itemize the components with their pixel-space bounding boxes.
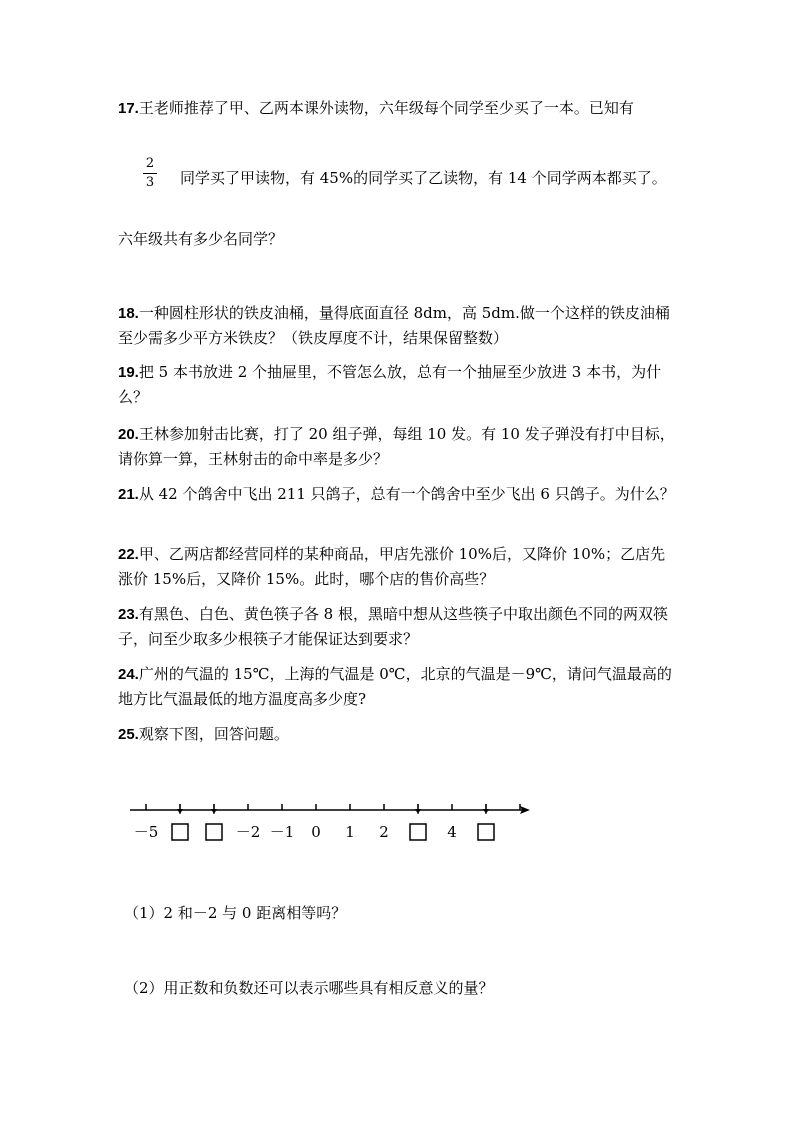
question-number: 18. [118, 305, 139, 322]
question-number: 21. [118, 486, 139, 503]
question-24 [118, 662, 678, 711]
number-line-label: 2 [379, 823, 389, 841]
question-text: 甲、乙两店都经营同样的某种商品，甲店先涨价 10%后，又降价 10%；乙店先涨价 15%后，又降价 15%。此时，哪个店的售价高些？ [118, 545, 666, 588]
question-text: 王林参加射击比赛，打了 20 组子弹，每组 10 发。有 10 发子弹没有打中目标，请你算一算，王林射击的命中率是多少？ [118, 425, 675, 468]
question-number: 20. [118, 426, 139, 443]
fraction-denominator: 3 [145, 175, 155, 190]
question-number: 19. [118, 364, 139, 381]
number-line-label: 0 [311, 823, 321, 841]
down-arrow-head [177, 809, 183, 814]
question-number: 22. [118, 546, 139, 563]
question-text: 把 5 本书放进 2 个抽屉里，不管怎么放，总有一个抽屉至少放进 3 本书，为什么？ [118, 363, 662, 406]
down-arrow-head [415, 809, 421, 814]
question-text: 观察下图，回答问题。 [138, 725, 289, 743]
question-20 [118, 422, 678, 471]
fraction-bar [143, 173, 157, 174]
answer-blank-box[interactable] [410, 824, 426, 840]
question-text: 有黑色、白色、黄色筷子各 8 根，黑暗中想从这些筷子中取出颜色不同的两双筷子，问至少取多少根筷子才能保证达到要求？ [118, 605, 668, 648]
fraction-numerator: 2 [145, 156, 155, 171]
number-line-label: －2 [235, 823, 261, 841]
down-arrow-head [211, 809, 217, 814]
question-text: 广州的气温的 15℃，上海的气温是 0℃，北京的气温是－9℃，请问气温最高的地方比气温最低的地方温度高多少度? [118, 665, 672, 708]
number-line-label: －5 [133, 823, 159, 841]
question-text: 从 42 个鸽舍中飞出 211 只鸽子，总有一个鸽舍中至少飞出 6 只鸽子。为什么？ [138, 485, 675, 503]
question-25 [118, 722, 678, 747]
question-23 [118, 602, 678, 651]
question-text: 一种圆柱形状的铁皮油桶，量得底面直径 8dm，高 5dm.做一个这样的铁皮油桶至少需多少平方米铁皮？（铁皮厚度不计，结果保留整数） [118, 304, 670, 347]
number-line-figure [120, 792, 540, 852]
question-number: 23. [118, 606, 139, 623]
fraction-two-thirds [141, 156, 159, 191]
answer-blank-box[interactable] [172, 824, 188, 840]
question-19 [118, 360, 678, 409]
question-17-line2: 同学买了甲读物，有 45%的同学买了乙读物，有 14 个同学两本都买了。 [180, 169, 667, 187]
number-line-label: 4 [447, 823, 457, 841]
question-25-part-1: （1）2 和－2 与 0 距离相等吗？ [124, 904, 347, 922]
question-17-line3: 六年级共有多少名同学？ [118, 230, 284, 248]
question-text: 王老师推荐了甲、乙两本课外读物，六年级每个同学至少买了一本。已知有 [138, 99, 634, 117]
question-number: 25. [118, 726, 139, 743]
question-17-line1 [118, 96, 634, 121]
question-22 [118, 542, 678, 591]
number-line-label: －1 [269, 823, 295, 841]
number-line-label: 1 [345, 823, 355, 841]
question-18 [118, 301, 678, 350]
question-number: 24. [118, 666, 139, 683]
down-arrow-head [483, 809, 489, 814]
question-25-part-2: （2）用正数和负数还可以表示哪些具有相反意义的量？ [124, 979, 494, 997]
question-21 [118, 482, 678, 507]
answer-blank-box[interactable] [478, 824, 494, 840]
answer-blank-box[interactable] [206, 824, 222, 840]
question-number: 17. [118, 100, 139, 117]
